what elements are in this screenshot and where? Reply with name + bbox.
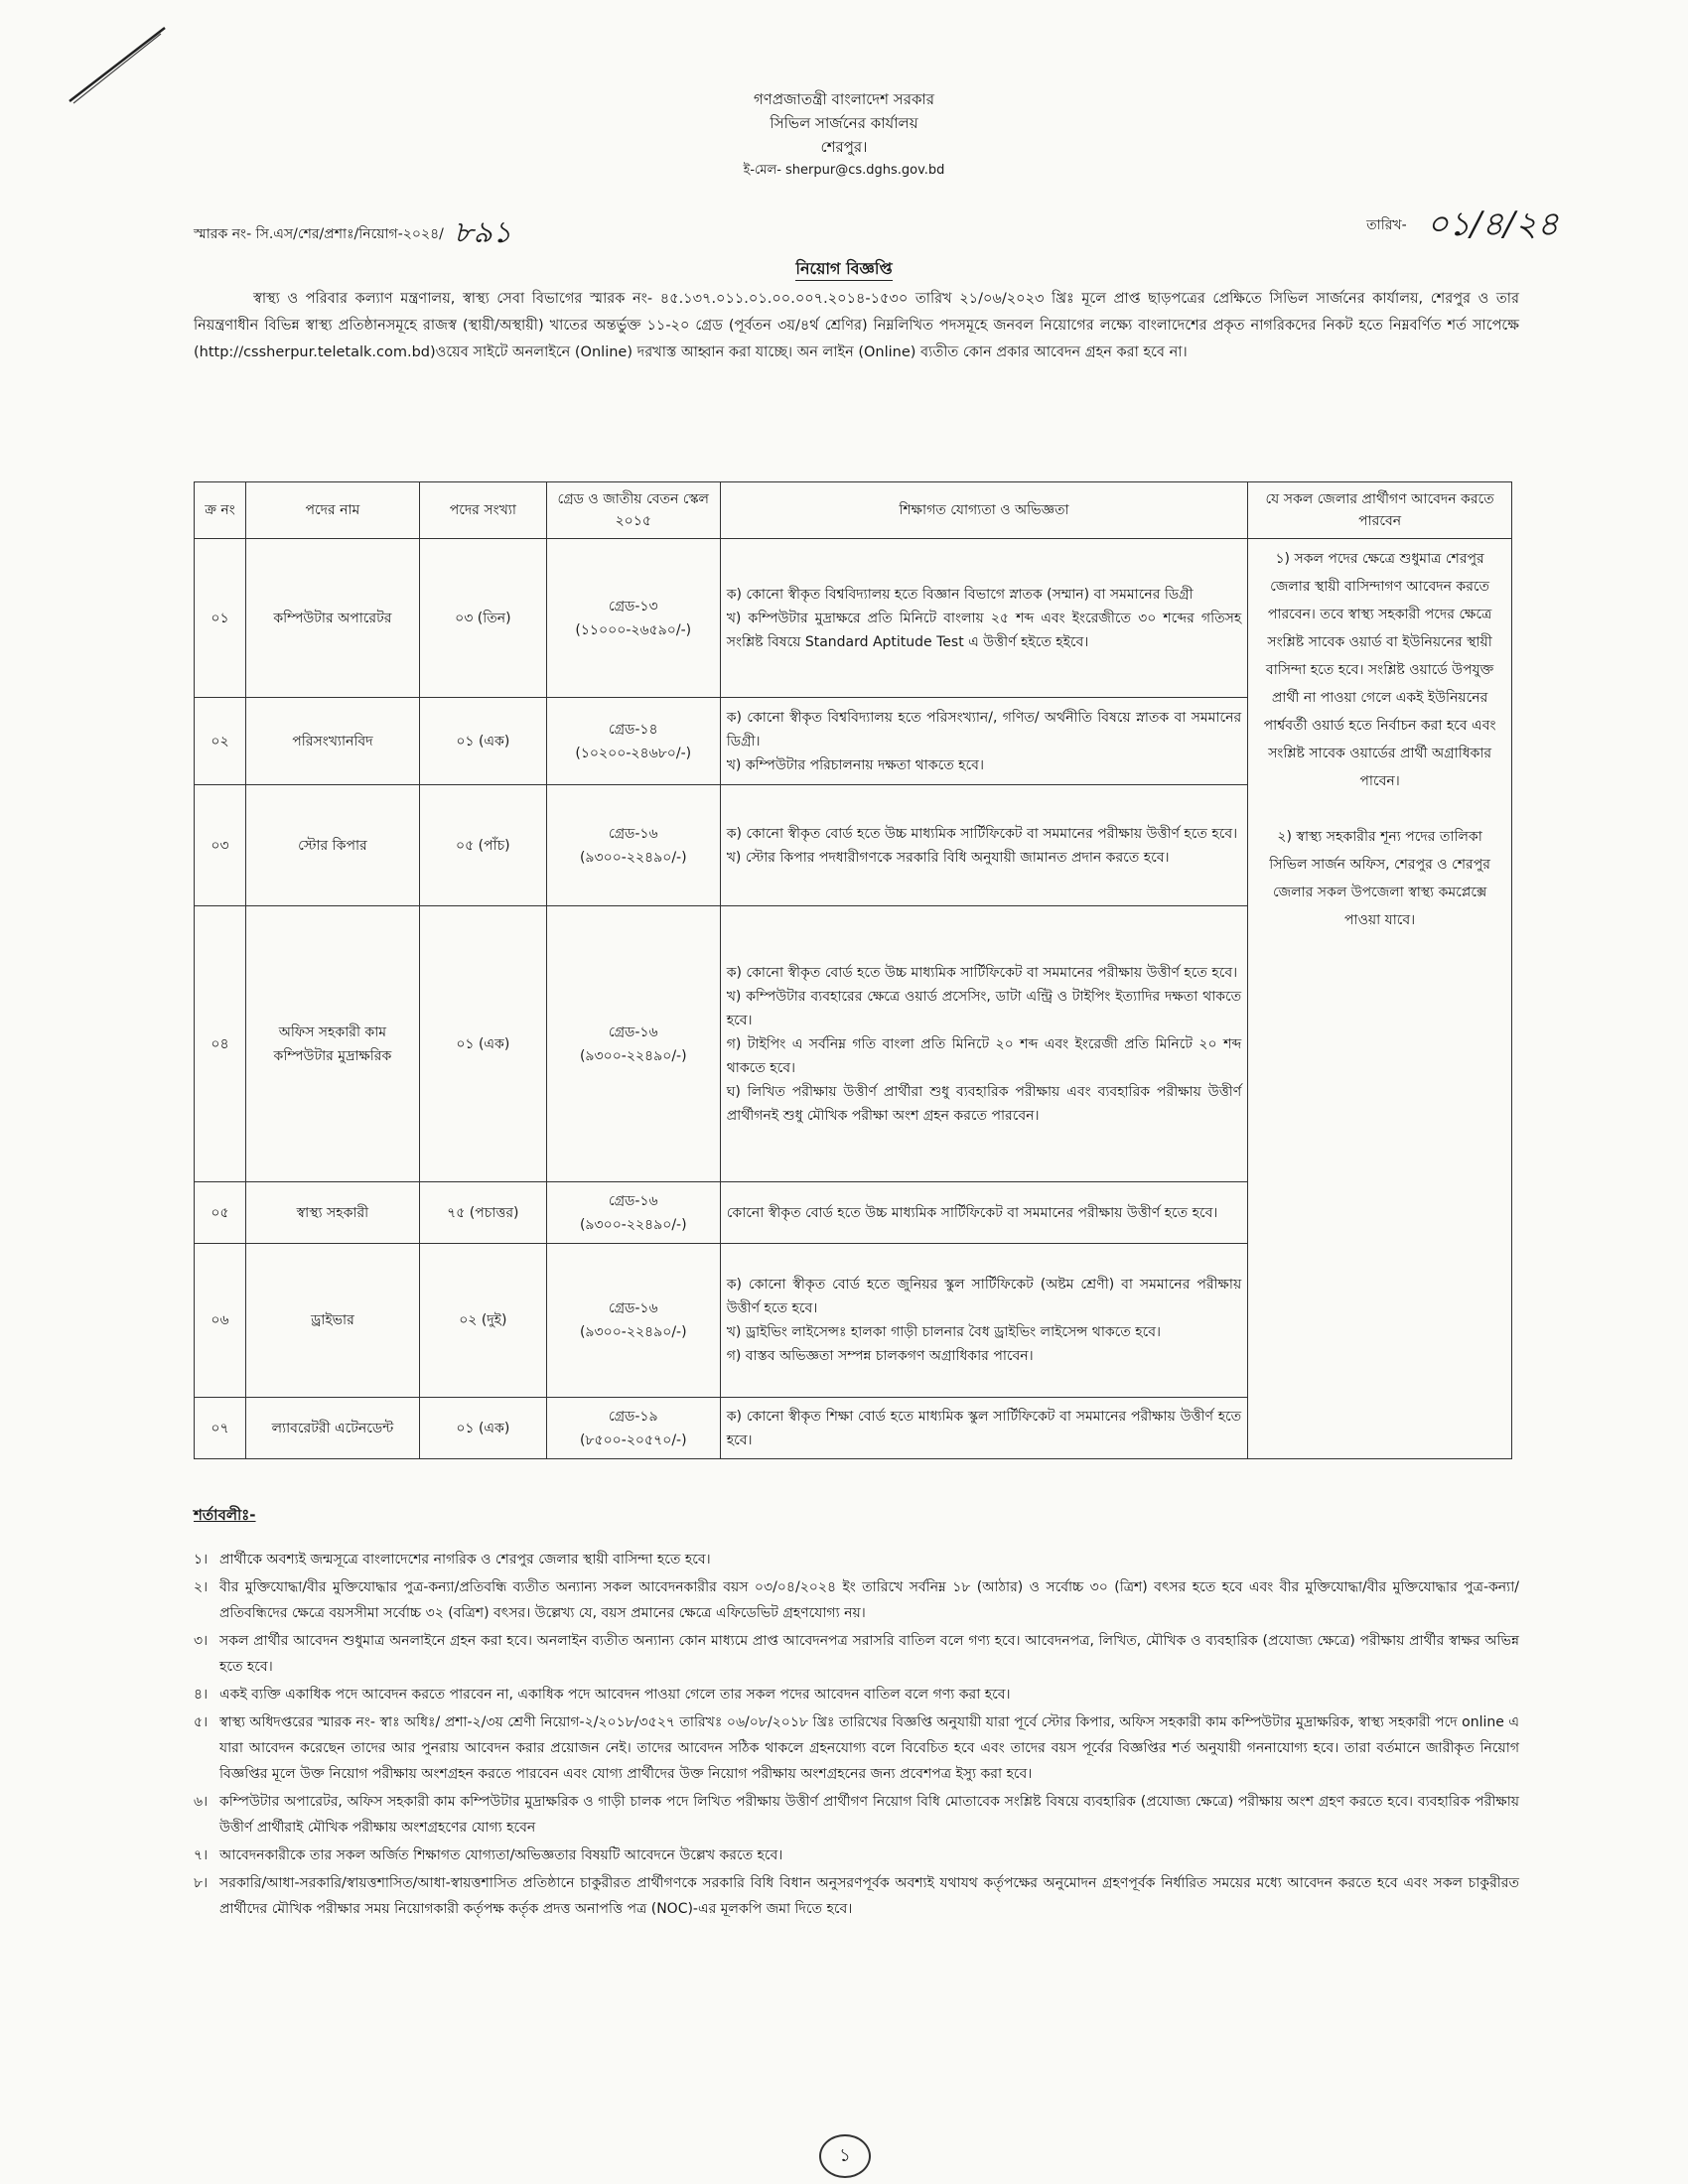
row-qualification (720, 1244, 1247, 1398)
list-item (194, 1628, 1519, 1680)
term-text: কম্পিউটার অপারেটর, অফিস সহকারী কাম কম্পিউটার মুদ্রাক্ষরিক ও গাড়ী চালক পদে লিখিত পরীক্ষায় উত্তীর্ণ প্রার্থীগণ নিয়োগ বিধি মোতাবেক সংশ্লিষ্ট বিষয়ে ব্যবহারিক (প্রযোজ্য ক্ষেত্রে) পরীক্ষায় অংশ গ্রহণ করতে হবে। ব্যবহারিক পরীক্ষায় উত্তীর্ণ প্রার্থীরাই মৌখিক পরীক্ষায় অংশগ্রহণের যোগ্য হবেন (219, 1794, 1520, 1836)
terms-section (194, 1504, 1519, 1924)
qualification-item: খ) কম্পিউটার পরিচালনায় দক্ষতা থাকতে হবে। (726, 756, 984, 773)
row-post: ল্যাবরেটরী এটেনডেন্ট (245, 1398, 419, 1459)
issue-date (1366, 199, 1559, 255)
term-text: বীর মুক্তিযোদ্ধা/বীর মুক্তিযোদ্ধার পুত্র-কন্যা/প্রতিবন্ধি ব্যতীত অন্যান্য সকল আবেদনকারীর বয়স ০৩/০৪/২০২৪ ইং তারিখে সর্বনিম্ন ১৮ (আঠার) ও সর্বোচ্চ ৩০ (ত্রিশ) বৎসর হতে হবে এবং বীর মুক্তিযোদ্ধা/বীর মুক্তিযোদ্ধার পুত্র-কন্যা/প্রতিবন্ধিদের ক্ষেত্রে বয়সসীমা সর্বোচ্চ ৩২ (বত্রিশ) বৎসর। উল্লেখ্য যে, বয়স প্রমানের ক্ষেত্রে এফিডেভিট গ্রহণযোগ্য নয়। (219, 1579, 1519, 1621)
grade-label: গ্রেড-১৯ (608, 1408, 658, 1425)
row-sl: ০৬ (195, 1244, 246, 1398)
row-post: ড্রাইভার (245, 1244, 419, 1398)
term-number: ৩। (194, 1633, 209, 1649)
date-handwritten-value: ০১/৪/২৪ (1426, 205, 1559, 244)
intro-paragraph: স্বাস্থ্য ও পরিবার কল্যাণ মন্ত্রণালয়, স্বাস্থ্য সেবা বিভাগের স্মারক নং- ৪৫.১৩৭.০১১.০১.০০.০০৭.২০১৪-১৫৩০ তারিখ ২১/০৬/২০২৩ খ্রিঃ মূলে প্রাপ্ত ছাড়পত্রের প্রেক্ষিতে সিভিল সার্জনের কার্যালয়, শেরপুর ও তার নিয়ন্ত্রণাধীন বিভিন্ন স্বাস্থ্য প্রতিষ্ঠানসমূহে রাজস্ব (স্থায়ী/অস্থায়ী) খাতের অন্তর্ভুক্ত ১১-২০ গ্রেড (পূর্বতন ৩য়/৪র্থ শ্রেণির) নিম্নলিখিত পদসমূহে জনবল নিয়োগের লক্ষ্যে বাংলাদেশের প্রকৃত নাগরিকদের নিকট হতে নিম্নবর্ণিত শর্ত সাপেক্ষে (http://cssherpur.teletalk.com.bd)ওয়েব সাইটে অনলাইনে (Online) দরখাস্ত আহ্বান করা যাচ্ছে। অন লাইন (Online) ব্যতীত কোন প্রকার আবেদন গ্রহন করা হবে না। (194, 291, 1519, 360)
row-qualification (720, 698, 1247, 785)
row-post: পরিসংখ্যানবিদ (245, 698, 419, 785)
memo-number (194, 208, 511, 259)
table-row (195, 539, 1512, 698)
header-govt: গণপ্রজাতন্ত্রী বাংলাদেশ সরকার (753, 90, 935, 108)
grade-label: গ্রেড-১৬ (608, 825, 658, 842)
term-number: ২। (194, 1579, 209, 1595)
grade-label: গ্রেড-১৬ (608, 1024, 658, 1040)
qualification-item: ক) কোনো স্বীকৃত বোর্ড হতে উচ্চ মাধ্যমিক সার্টিফিকেট বা সমমানের পরীক্ষায় উত্তীর্ণ হতে হবে। (726, 825, 1238, 842)
qualification-item: ক) কোনো স্বীকৃত বোর্ড হতে জুনিয়র স্কুল সার্টিফিকেট (অষ্টম শ্রেণী) বা সমমানের পরীক্ষায় উত্তীর্ণ হতে হবে। (726, 1277, 1242, 1316)
grade-scale: (১০২০০-২৪৬৮০/-) (575, 745, 692, 761)
row-grade (546, 698, 720, 785)
qualification-item: খ) ড্রাইভিং লাইসেন্সঃ হালকা গাড়ী চালনার বৈধ ড্রাইভিং লাইসেন্স থাকতে হবে। (726, 1324, 1162, 1340)
row-count: ০১ (এক) (419, 1398, 546, 1459)
row-grade (546, 1244, 720, 1398)
page-title-text: নিয়োগ বিজ্ঞপ্তি (795, 259, 892, 281)
row-grade (546, 539, 720, 698)
term-text: আবেদনকারীকে তার সকল অর্জিত শিক্ষাগত যোগ্যতা/অভিজ্ঞতার বিষয়টি আবেদনে উল্লেখ করতে হবে। (219, 1847, 783, 1863)
term-text: স্বাস্থ্য অধিদপ্তরের স্মারক নং- স্বাঃ অধিঃ/ প্রশা-২/৩য় শ্রেণী নিয়োগ-২/২০১৮/৩৫২৭ তারিখঃ ০৬/০৮/২০১৮ খ্রিঃ তারিখের বিজ্ঞপ্তি অনুযায়ী যারা পূর্বে স্টোর কিপার, অফিস সহকারী কাম কম্পিউটার মুদ্রাক্ষরিক, স্বাস্থ্য সহকারী পদে online এ যারা আবেদন করেছেন তাদের আর পুনরায় আবেদন করার প্রয়োজন নেই। তাদের আবেদন সঠিক থাকলে গ্রহনযোগ্য বলে বিবেচিত হবে এবং তাদের বয়স পূর্বের বিজ্ঞপ্তির শর্ত অনুযায়ী গননাযোগ্য হবে। তারা বর্তমানে জারীকৃত নিয়োগ বিজ্ঞপ্তির মূলে উক্ত নিয়োগ পরীক্ষায় অংশগ্রহন করতে পারবেন এবং যোগ্য প্রার্থীদের উক্ত নিয়োগ পরীক্ষায় অংশগ্রহনের জন্য প্রবেশপত্র ইস্যু করা হবে। (219, 1714, 1519, 1782)
grade-scale: (৮৫০০-২০৫৭০/-) (579, 1432, 687, 1448)
row-grade (546, 906, 720, 1182)
grade-scale: (১১০০০-২৬৫৯০/-) (575, 621, 692, 638)
date-label: তারিখ- (1366, 217, 1407, 233)
grade-scale: (৯৩০০-২২৪৯০/-) (579, 1216, 687, 1233)
term-text: সরকারি/আধা-সরকারি/স্বায়ত্তশাসিত/আধা-স্বায়ত্তশাসিত প্রতিষ্ঠানে চাকুরীরত প্রার্থীগণকে সরকারি বিধি বিধান অনুসরণপূর্বক অবশ্যই যথাযথ কর্তৃপক্ষের অনুমোদন গ্রহণপূর্বক নির্ধারিত সময়ের মধ্যে আবেদন করতে হবে এবং সকল চাকুরীরত প্রার্থীদের মৌখিক পরীক্ষার সময় নিয়োগকারী কর্তৃপক্ষ কর্তৃক প্রদত্ত অনাপত্তি পত্র (NOC)-এর মূলকপি জমা দিতে হবে। (219, 1875, 1519, 1917)
qualification-item: ঘ) লিখিত পরীক্ষায় উত্তীর্ণ প্রার্থীরা শুধু ব্যবহারিক পরীক্ষায় এবং ব্যবহারিক পরীক্ষায় উত্তীর্ণ প্রার্থীগনই শুধু মৌখিক পরীক্ষা অংশ গ্রহন করতে পারবেন। (726, 1083, 1242, 1124)
grade-scale: (৯৩০০-২২৪৯০/-) (579, 1047, 687, 1064)
row-grade (546, 1182, 720, 1244)
eligibility-cell (1248, 539, 1512, 1459)
col-header-qualification: শিক্ষাগত যোগ্যতা ও অভিজ্ঞতা (720, 482, 1247, 539)
term-number: ৭। (194, 1847, 209, 1863)
row-count: ০২ (দুই) (419, 1244, 546, 1398)
row-post: কম্পিউটার অপারেটর (245, 539, 419, 698)
term-number: ১। (194, 1552, 209, 1568)
list-item (194, 1547, 1519, 1572)
term-text: একই ব্যক্তি একাধিক পদে আবেদন করতে পারবেন না, একাধিক পদে আবেদন পাওয়া গেলে তার সকল পদের আবেদন বাতিল বলে গণ্য করা হবে। (219, 1687, 1011, 1703)
qualification-item: কোনো স্বীকৃত বোর্ড হতে উচ্চ মাধ্যমিক সার্টিফিকেট বা সমমানের পরীক্ষায় উত্তীর্ণ হতে হবে। (726, 1204, 1218, 1221)
row-grade (546, 785, 720, 906)
page-title (0, 256, 1688, 283)
col-header-sl: ক্র নং (195, 482, 246, 539)
qualification-item: ক) কোনো স্বীকৃত বোর্ড হতে উচ্চ মাধ্যমিক সার্টিফিকেট বা সমমানের পরীক্ষায় উত্তীর্ণ হতে হবে। (726, 964, 1238, 981)
col-header-grade: গ্রেড ও জাতীয় বেতন স্কেল ২০১৫ (546, 482, 720, 539)
row-count: ৭৫ (পচাত্তর) (419, 1182, 546, 1244)
term-number: ৫। (194, 1714, 209, 1730)
header-district: শেরপুর। (820, 138, 868, 156)
row-sl: ০২ (195, 698, 246, 785)
header-email: ই-মেল- sherpur@cs.dghs.gov.bd (743, 163, 945, 178)
row-post: স্বাস্থ্য সহকারী (245, 1182, 419, 1244)
qualification-item: ক) কোনো স্বীকৃত শিক্ষা বোর্ড হতে মাধ্যমিক স্কুল সার্টিফিকেট বা সমমানের পরীক্ষায় উত্তীর্ণ হতে হবে। (726, 1408, 1242, 1448)
qualification-item: খ) কম্পিউটার মুদ্রাক্ষরে প্রতি মিনিটে বাংলায় ২৫ শব্দ এবং ইংরেজীতে ৩০ শব্দের গতিসহ সংশ্লিষ্ট বিষয়ে Standard Aptitude Test এ উত্তীর্ণ হইতে হইবে। (726, 610, 1242, 650)
terms-list (194, 1547, 1519, 1922)
term-text: সকল প্রার্থীর আবেদন শুধুমাত্র অনলাইনে গ্রহন করা হবে। অনলাইন ব্যতীত অন্যান্য কোন মাধ্যমে প্রাপ্ত আবেদনপত্র সরাসরি বাতিল বলে গণ্য হবে। আবেদনপত্র, লিখিত, মৌখিক ও ব্যবহারিক (প্রযোজ্য ক্ষেত্রে) পরীক্ষায় প্রার্থীর স্বাক্ষর অভিন্ন হতে হবে। (219, 1633, 1519, 1675)
row-post: স্টোর কিপার (245, 785, 419, 906)
row-count: ০৩ (তিন) (419, 539, 546, 698)
grade-label: গ্রেড-১৬ (608, 1300, 658, 1316)
col-header-post: পদের নাম (245, 482, 419, 539)
row-sl: ০১ (195, 539, 246, 698)
term-number: ৪। (194, 1687, 209, 1703)
qualification-item: ক) কোনো স্বীকৃত বিশ্ববিদ্যালয় হতে বিজ্ঞান বিভাগে স্নাতক (সম্মান) বা সমমানের ডিগ্রী (726, 586, 1194, 603)
header-office: সিভিল সার্জনের কার্যালয় (770, 114, 918, 132)
memo-handwritten-number: ৮৯১ (453, 215, 512, 250)
row-qualification (720, 785, 1247, 906)
col-header-eligibility: যে সকল জেলার প্রার্থীগণ আবেদন করতে পারবেন (1248, 482, 1512, 539)
list-item (194, 1870, 1519, 1922)
list-item (194, 1682, 1519, 1707)
row-qualification (720, 1398, 1247, 1459)
term-number: ৮। (194, 1875, 209, 1891)
grade-label: গ্রেড-১৬ (608, 1192, 658, 1209)
grade-scale: (৯৩০০-২২৪৯০/-) (579, 849, 687, 866)
memo-label: স্মারক নং- সি.এস/শের/প্রশাঃ/নিয়োগ-২০২৪/ (194, 226, 444, 242)
grade-scale: (৯৩০০-২২৪৯০/-) (579, 1324, 687, 1340)
term-text: প্রার্থীকে অবশ্যই জন্মসূত্রে বাংলাদেশের নাগরিক ও শেরপুর জেলার স্থায়ী বাসিন্দা হতে হবে। (219, 1552, 711, 1568)
list-item (194, 1789, 1519, 1841)
row-sl: ০৭ (195, 1398, 246, 1459)
row-qualification (720, 906, 1247, 1182)
list-item (194, 1843, 1519, 1868)
grade-label: গ্রেড-১৪ (608, 721, 658, 738)
qualification-item: গ) বাস্তব অভিজ্ঞতা সম্পন্ন চালকগণ অগ্রাধিকার পাবেন। (726, 1348, 1034, 1364)
qualification-item: খ) কম্পিউটার ব্যবহারের ক্ষেত্রে ওয়ার্ড প্রসেসিং, ডাটা এন্ট্রি ও টাইপিং ইত্যাদির দক্ষতা থাকতে হবে। (726, 988, 1242, 1028)
qualification-item: গ) টাইপিং এ সর্বনিম্ন গতি বাংলা প্রতি মিনিটে ২০ শব্দ এবং ইংরেজী প্রতি মিনিটে ২০ শব্দ থাকতে হবে। (726, 1035, 1242, 1076)
terms-title: শর্তাবলীঃ- (194, 1506, 256, 1524)
qualification-item: খ) স্টোর কিপার পদধারীগণকে সরকারি বিধি অনুযায়ী জামানত প্রদান করতে হবে। (726, 849, 1170, 866)
row-sl: ০৪ (195, 906, 246, 1182)
col-header-count: পদের সংখ্যা (419, 482, 546, 539)
table-header-row (195, 482, 1512, 539)
eligibility-note-1: ১) সকল পদের ক্ষেত্রে শুধুমাত্র শেরপুর জেলার স্থায়ী বাসিন্দাগণ আবেদন করতে পারবেন। তবে স্বাস্থ্য সহকারী পদের ক্ষেত্রে সংশ্লিষ্ট সাবেক ওয়ার্ড বা ইউনিয়নের স্থায়ী বাসিন্দা হতে হবে। সংশ্লিষ্ট ওয়ার্ডে উপযুক্ত প্রার্থী না পাওয়া গেলে একই ইউনিয়নের পার্শ্ববর্তী ওয়ার্ড হতে নির্বাচন করা হবে এবং সংশ্লিষ্ট সাবেক ওয়ার্ডের প্রার্থী অগ্রাধিকার পাবেন। (1263, 551, 1496, 789)
row-qualification (720, 1182, 1247, 1244)
row-sl: ০৫ (195, 1182, 246, 1244)
grade-label: গ্রেড-১৩ (608, 598, 658, 614)
list-item (194, 1709, 1519, 1787)
qualification-item: ক) কোনো স্বীকৃত বিশ্ববিদ্যালয় হতে পরিসংখ্যান/, গণিত/ অর্থনীতি বিষয়ে স্নাতক বা সমমানের ডিগ্রী। (726, 709, 1242, 750)
row-qualification (720, 539, 1247, 698)
row-sl: ০৩ (195, 785, 246, 906)
row-count: ০১ (এক) (419, 698, 546, 785)
row-grade (546, 1398, 720, 1459)
row-count: ০৫ (পাঁচ) (419, 785, 546, 906)
row-post: অফিস সহকারী কাম কম্পিউটার মুদ্রাক্ষরিক (245, 906, 419, 1182)
page-number: ১ (819, 2134, 871, 2178)
eligibility-note-2: ২) স্বাস্থ্য সহকারীর শূন্য পদের তালিকা সিভিল সার্জন অফিস, শেরপুর ও শেরপুর জেলার সকল উপজেলা স্বাস্থ্য কমপ্লেক্সে পাওয়া যাবে। (1269, 829, 1490, 928)
term-number: ৬। (194, 1794, 209, 1810)
job-table (194, 481, 1512, 1459)
row-count: ০১ (এক) (419, 906, 546, 1182)
list-item (194, 1574, 1519, 1626)
